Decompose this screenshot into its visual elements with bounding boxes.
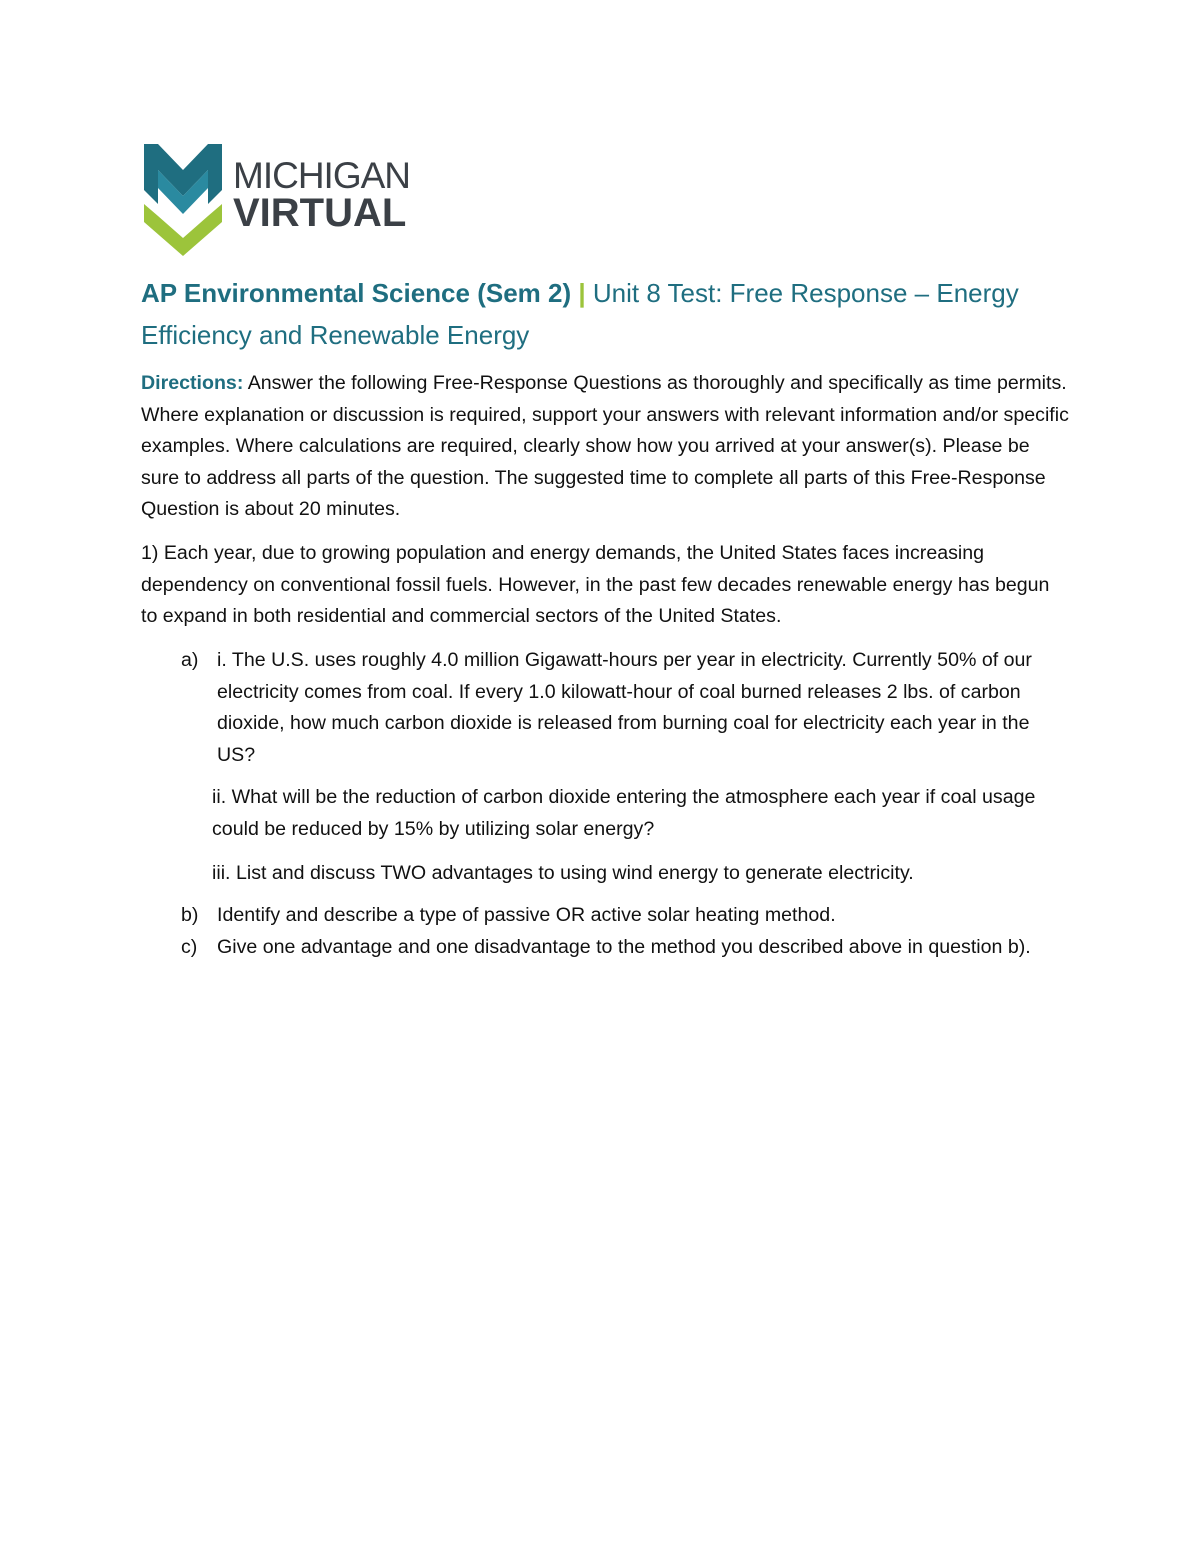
part-a-marker: a)	[181, 649, 199, 671]
unit-title: Unit 8 Test: Free Response – Energy Efficiency and Renewable Energy	[141, 278, 1019, 350]
directions-label: Directions:	[141, 372, 244, 394]
part-a-i-text: i. The U.S. uses roughly 4.0 million Gigawatt-hours per year in electricity. Currently 50% of our electricity comes from coal. If every 1.0 kilowatt-hour of coal burned releases 2 lbs. of carbon dioxide, how much carbon dioxide is released from burning coal for electricity each year in the US?	[217, 649, 1032, 766]
logo-word-virtual: VIRTUAL	[233, 191, 407, 235]
page-title	[141, 272, 1071, 356]
directions-text: Answer the following Free-Response Questions as thoroughly and specifically as time permits. Where explanation or discussion is required, support your answers with relevant information and/or specific examples. Where calculations are required, clearly show how you arrived at your answer(s). Please be sure to address all parts of the question. The suggested time to complete all parts of this Free-Response Question is about 20 minutes.	[141, 372, 1069, 521]
directions-paragraph	[141, 368, 1071, 526]
part-a-ii-text: ii. What will be the reduction of carbon dioxide entering the atmosphere each year if coal usage could be reduced by 15% by utilizing solar energy?	[212, 786, 1036, 840]
part-c-marker: c)	[181, 936, 198, 958]
part-b-marker: b)	[181, 904, 199, 926]
michigan-virtual-logo	[140, 142, 440, 258]
title-separator: |	[578, 278, 586, 308]
part-c-text: Give one advantage and one disadvantage to the method you described above in question b).	[217, 936, 1031, 958]
logo-mark-icon	[140, 142, 226, 258]
logo-word-michigan: MICHIGAN	[233, 155, 410, 196]
course-name: AP Environmental Science (Sem 2)	[141, 278, 572, 308]
question-1-prompt: 1) Each year, due to growing population and energy demands, the United States faces increasing dependency on conventional fossil fuels. However, in the past few decades renewable energy has begun to expand in both residential and commercial sectors of the United States.	[141, 542, 1050, 628]
part-a-iii-text: iii. List and discuss TWO advantages to using wind energy to generate electricity.	[212, 862, 914, 884]
part-b-text: Identify and describe a type of passive OR active solar heating method.	[217, 904, 836, 926]
